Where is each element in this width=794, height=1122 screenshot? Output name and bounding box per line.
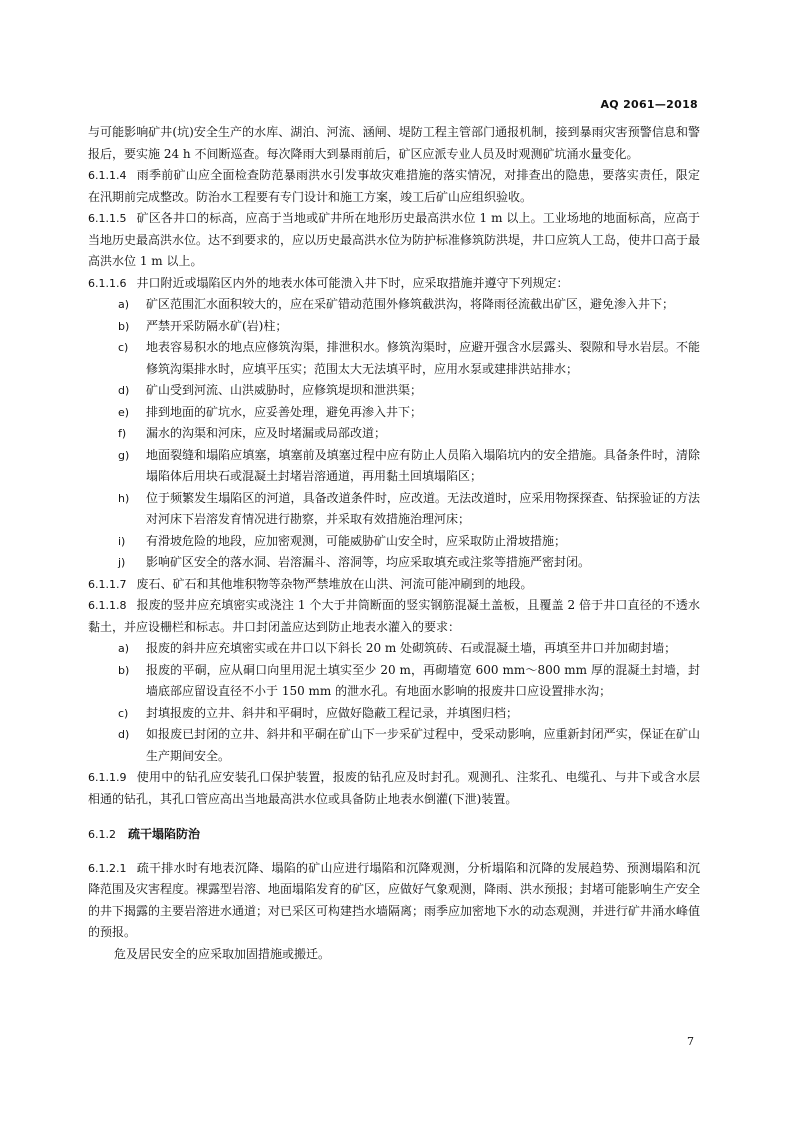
list-item-text: 位于频繁发生塌陷区的河道，具备改道条件时，应改道。无法改道时，应采用物探探查、钻探验证的方法对河床下岩溶发育情况进行勘察，并采取有效措施治理河床； [146,490,700,526]
list-item [88,423,700,445]
section-title: 疏干塌陷防治 [128,827,201,841]
list-item [88,703,700,725]
clause-6-1-1-4 [88,165,700,208]
clause-number: 6.1.1.6 [88,276,127,290]
list-item-text: 影响矿区安全的落水洞、岩溶漏斗、溶洞等，均应采取填充或注浆等措施严密封闭。 [146,555,591,569]
list-marker: c) [118,341,129,354]
list-marker: c) [118,706,129,720]
clause-6-1-1-8-list [88,638,700,767]
paragraph-last: 危及居民安全的应采取加固措施或搬迁。 [114,946,331,961]
list-marker: b) [118,663,130,677]
list-item-text: 排到地面的矿坑水，应妥善处理，避免再渗入井下； [146,404,423,419]
clause-6-1-1-6 [88,273,700,295]
list-item-text: 有滑坡危险的地段，应加密观测，可能威胁矿山安全时，应采取防止滑坡措施； [146,533,567,548]
clause-text: 报废的竖井应充填密实或浇注 1 个大于井筒断面的竖实钢筋混凝土盖板，且覆盖 2 倍于井口直径的不透水黏土，并应设栅栏和标志。井口封闭盖应达到防止地表水灌入的要求： [88,598,700,634]
clause-6-1-1-7 [88,574,700,596]
clause-text: 雨季前矿山应全面检查防范暴雨洪水引发事故灾难措施的落实情况，对排查出的隐患，要落实责任，限定在汛期前完成整改。防治水工程要有专门设计和施工方案，竣工后矿山应组织验收。 [88,168,700,204]
document-body [88,122,700,965]
list-item [88,638,700,660]
list-item [88,445,700,488]
list-item-text: 矿山受到河流、山洪威胁时，应修筑堤坝和泄洪渠； [146,383,423,397]
list-item [88,488,700,531]
list-item [88,337,700,380]
list-item-text: 报废的斜井应充填密实或在井口以下斜长 20 m 处砌筑砖、石或混凝土墙，再填至井口并加砌封墙； [146,641,677,655]
list-marker: a) [118,298,130,311]
list-marker: g) [118,448,130,462]
clause-text: 疏干排水时有地表沉降、塌陷的矿山应进行塌陷和沉降观测，分析塌陷和沉降的发展趋势、预测塌陷和沉降范围及灾害程度。裸露型岩溶、地面塌陷发育的矿区，应做好气象观测，降雨、洪水预报；封堵可能影响生产安全的井下揭露的主要岩溶进水通道；对已采区可构建挡水墙隔离；雨季应加密地下水的动态观测，并进行矿井涌水峰值的预报。 [88,860,701,939]
list-item [88,294,700,316]
list-item [88,531,700,553]
clause-text: 矿区各井口的标高，应高于当地或矿井所在地形历史最高洪水位 1 m 以上。工业场地的地面标高，应高于当地历史最高洪水位。达不到要求的，应以历史最高洪水位为防护标准修筑防洪堤，井口应筑人工岛，使井口高于最高洪水位 1 m 以上。 [88,211,701,268]
clause-number: 6.1.1.9 [88,771,127,784]
list-item [88,660,700,703]
clause-number: 6.1.2.1 [88,861,127,875]
list-marker: a) [118,642,130,655]
list-item-text: 严禁开采防隔水矿(岩)柱； [146,318,288,333]
clause-6-1-1-6-list [88,294,700,574]
list-item [88,380,700,402]
list-item-text: 矿区范围汇水面积较大的，应在采矿错动范围外修筑截洪沟，将降雨径流截出矿区，避免渗入井下； [146,297,675,311]
clause-number: 6.1.1.8 [88,599,127,612]
clause-number: 6.1.1.5 [88,212,127,225]
clause-text: 废石、矿石和其他堆积物等杂物严禁堆放在山洪、河流可能冲刷到的地段。 [136,576,533,591]
clause-6-1-1-5 [88,208,700,273]
list-marker: f) [118,427,127,440]
list-item-text: 漏水的沟渠和河床，应及时堵漏或局部改道； [146,426,387,440]
page-number: 7 [687,1035,694,1048]
clause-number: 6.1.1.4 [88,169,127,182]
list-item [88,402,700,424]
list-marker: d) [118,384,130,397]
list-item [88,552,700,574]
list-item [88,316,700,338]
list-item-text: 地面裂缝和塌陷应填塞，填塞前及填塞过程中应有防止人员陷入塌陷坑内的安全措施。具备条件时，清除塌陷体后用块石或混凝土封堵岩溶通道，再用黏土回填塌陷区； [146,447,700,483]
list-marker: i) [118,534,126,548]
clause-number: 6.1.1.7 [88,577,127,591]
clause-6-1-2-1 [88,858,700,944]
list-item-text: 如报废已封闭的立井、斜井和平硐在矿山下一步采矿过程中，受采动影响，应重新封闭严实，保证在矿山生产期间安全。 [146,727,700,763]
list-item [88,724,700,767]
list-marker: h) [118,491,130,505]
clause-text: 使用中的钻孔应安装孔口保护装置，报废的钻孔应及时封孔。观测孔、注浆孔、电缆孔、与井下或含水层相通的钻孔，其孔口管应高出当地最高洪水位或具备防止地表水倒灌(下泄)装置。 [88,770,700,806]
standard-code: AQ 2061—2018 [600,98,698,111]
clause-6-1-1-8 [88,595,700,638]
list-item-text: 封填报废的立井、斜井和平硐时，应做好隐蔽工程记录，并填图归档； [146,705,519,720]
list-item-text: 报废的平硐，应从硐口向里用泥土填实至少 20 m，再砌墙宽 600 mm～800 mm 厚的混凝土封墙，封墙底部应留设直径不小于 150 mm 的泄水孔。有地面水影响的报废井口应设置排水沟； [146,662,700,698]
list-marker: j) [118,556,126,569]
list-marker: d) [118,728,130,741]
section-number: 6.1.2 [88,828,116,841]
list-marker: b) [118,319,130,333]
list-item-text: 地表容易积水的地点应修筑沟渠，排泄积水。修筑沟渠时，应避开强含水层露头、裂隙和导水岩层。不能修筑沟渠排水时，应填平压实；范围太大无法填平时，应用水泵或建排洪站排水； [146,340,700,376]
paragraph-continuation: 与可能影响矿井(坑)安全生产的水库、湖泊、河流、涵闸、堤防工程主管部门通报机制，接到暴雨灾害预警信息和警报后，要实施 24 h 不间断巡查。每次降雨大到暴雨前后，矿区应派专业人员及时观测矿坑涌水量变化。 [88,125,700,161]
clause-text: 井口附近或塌陷区内外的地表水体可能溃入井下时，应采取措施并遵守下列规定： [136,275,569,290]
section-heading-6-1-2 [88,824,700,846]
clause-6-1-1-9 [88,767,700,810]
list-marker: e) [118,405,130,419]
